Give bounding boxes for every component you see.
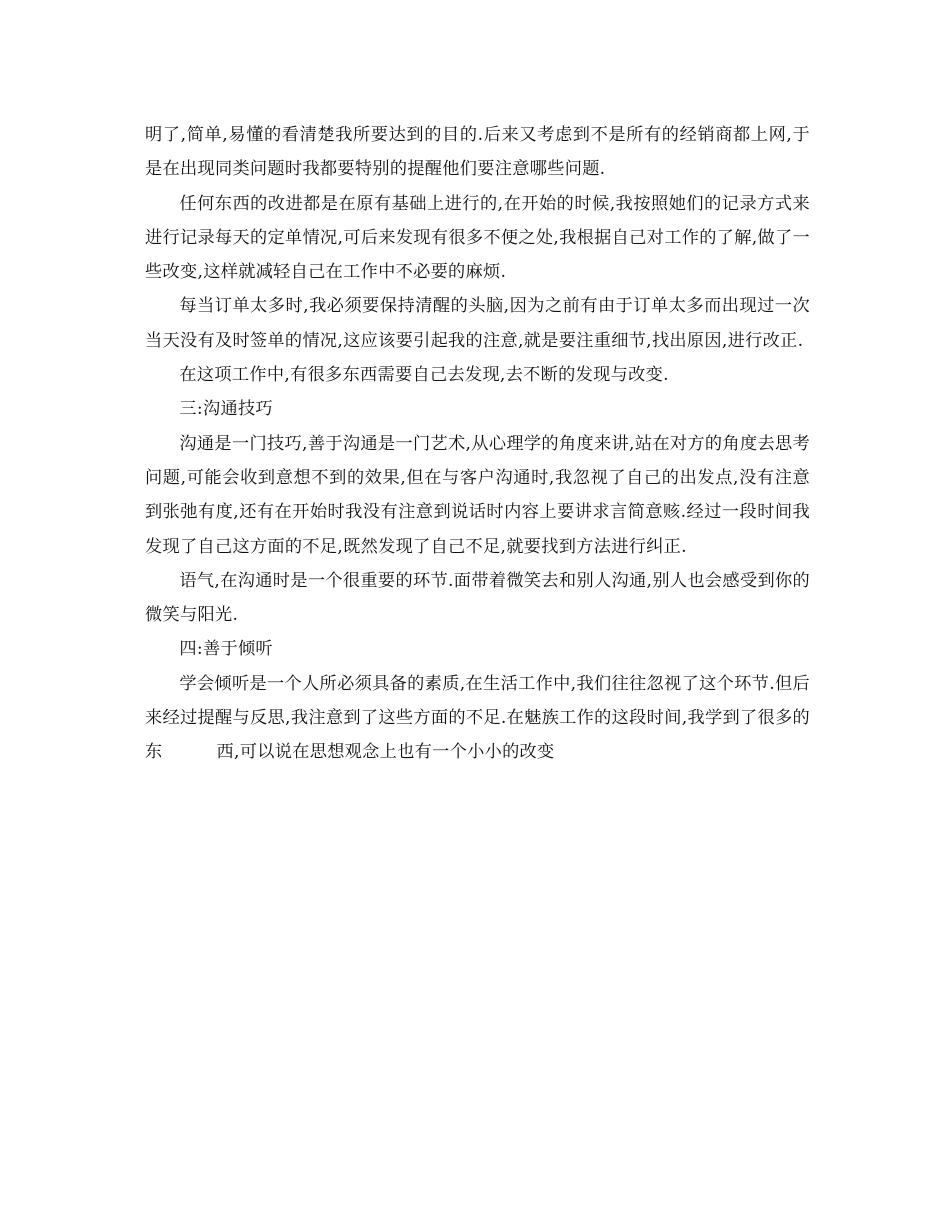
paragraph-continuation: 明了,简单,易懂的看清楚我所要达到的目的.后来又考虑到不是所有的经销商都上网,于是在出现同类问题时我都要特别的提醒他们要注意哪些问题.	[145, 125, 810, 180]
paragraph-tone: 语气,在沟通时是一个很重要的环节.面带着微笑去和别人沟通,别人也会感受到你的微笑与阳光.	[145, 570, 810, 626]
paragraph-discovery: 在这项工作中,有很多东西需要自己去发现,去不断的发现与改变.	[179, 365, 669, 386]
paragraph-orders: 每当订单太多时,我必须要保持清醒的头脑,因为之前有由于订单太多而出现过一次当天没有及时签单的情况,这应该要引起我的注意,就是要注重细节,找出原因,进行改正.	[145, 296, 810, 351]
section-heading-communication: 三:沟通技巧	[179, 399, 273, 420]
paragraph-improvement: 任何东西的改进都是在原有基础上进行的,在开始的时候,我按照她们的记录方式来进行记录每天的定单情况,可后来发现有很多不便之处,我根据自己对工作的了解,做了一些改变,这样就减轻自己在工作中不必要的麻烦.	[145, 193, 810, 283]
paragraph-listening	[145, 667, 810, 770]
paragraph-communication: 沟通是一门技巧,善于沟通是一门艺术,从心理学的角度来讲,站在对方的角度去思考问题,可能会收到意想不到的效果,但在与客户沟通时,我忽视了自己的出发点,没有注意到张弛有度,还有在开始时我没有注意到说话时内容上要讲求言简意赅.经过一段时间我发现了自己这方面的不足,既然发现了自己不足,就要找到方法进行纠正.	[145, 433, 810, 557]
paragraph-listening-part1: 学会倾听是一个人所必须具备的素质,在生活工作中,我们往往忽视了这个环节.但后来经过提醒与反思,我注意到了这些方面的不足.在魅族工作的这段时间,我学到了很多的东	[145, 673, 810, 763]
document-body	[145, 118, 810, 770]
paragraph-listening-part2: 西,可以说在思想观念上也有一个小小的改变	[216, 742, 555, 763]
section-heading-listening: 四:善于倾听	[179, 639, 273, 660]
